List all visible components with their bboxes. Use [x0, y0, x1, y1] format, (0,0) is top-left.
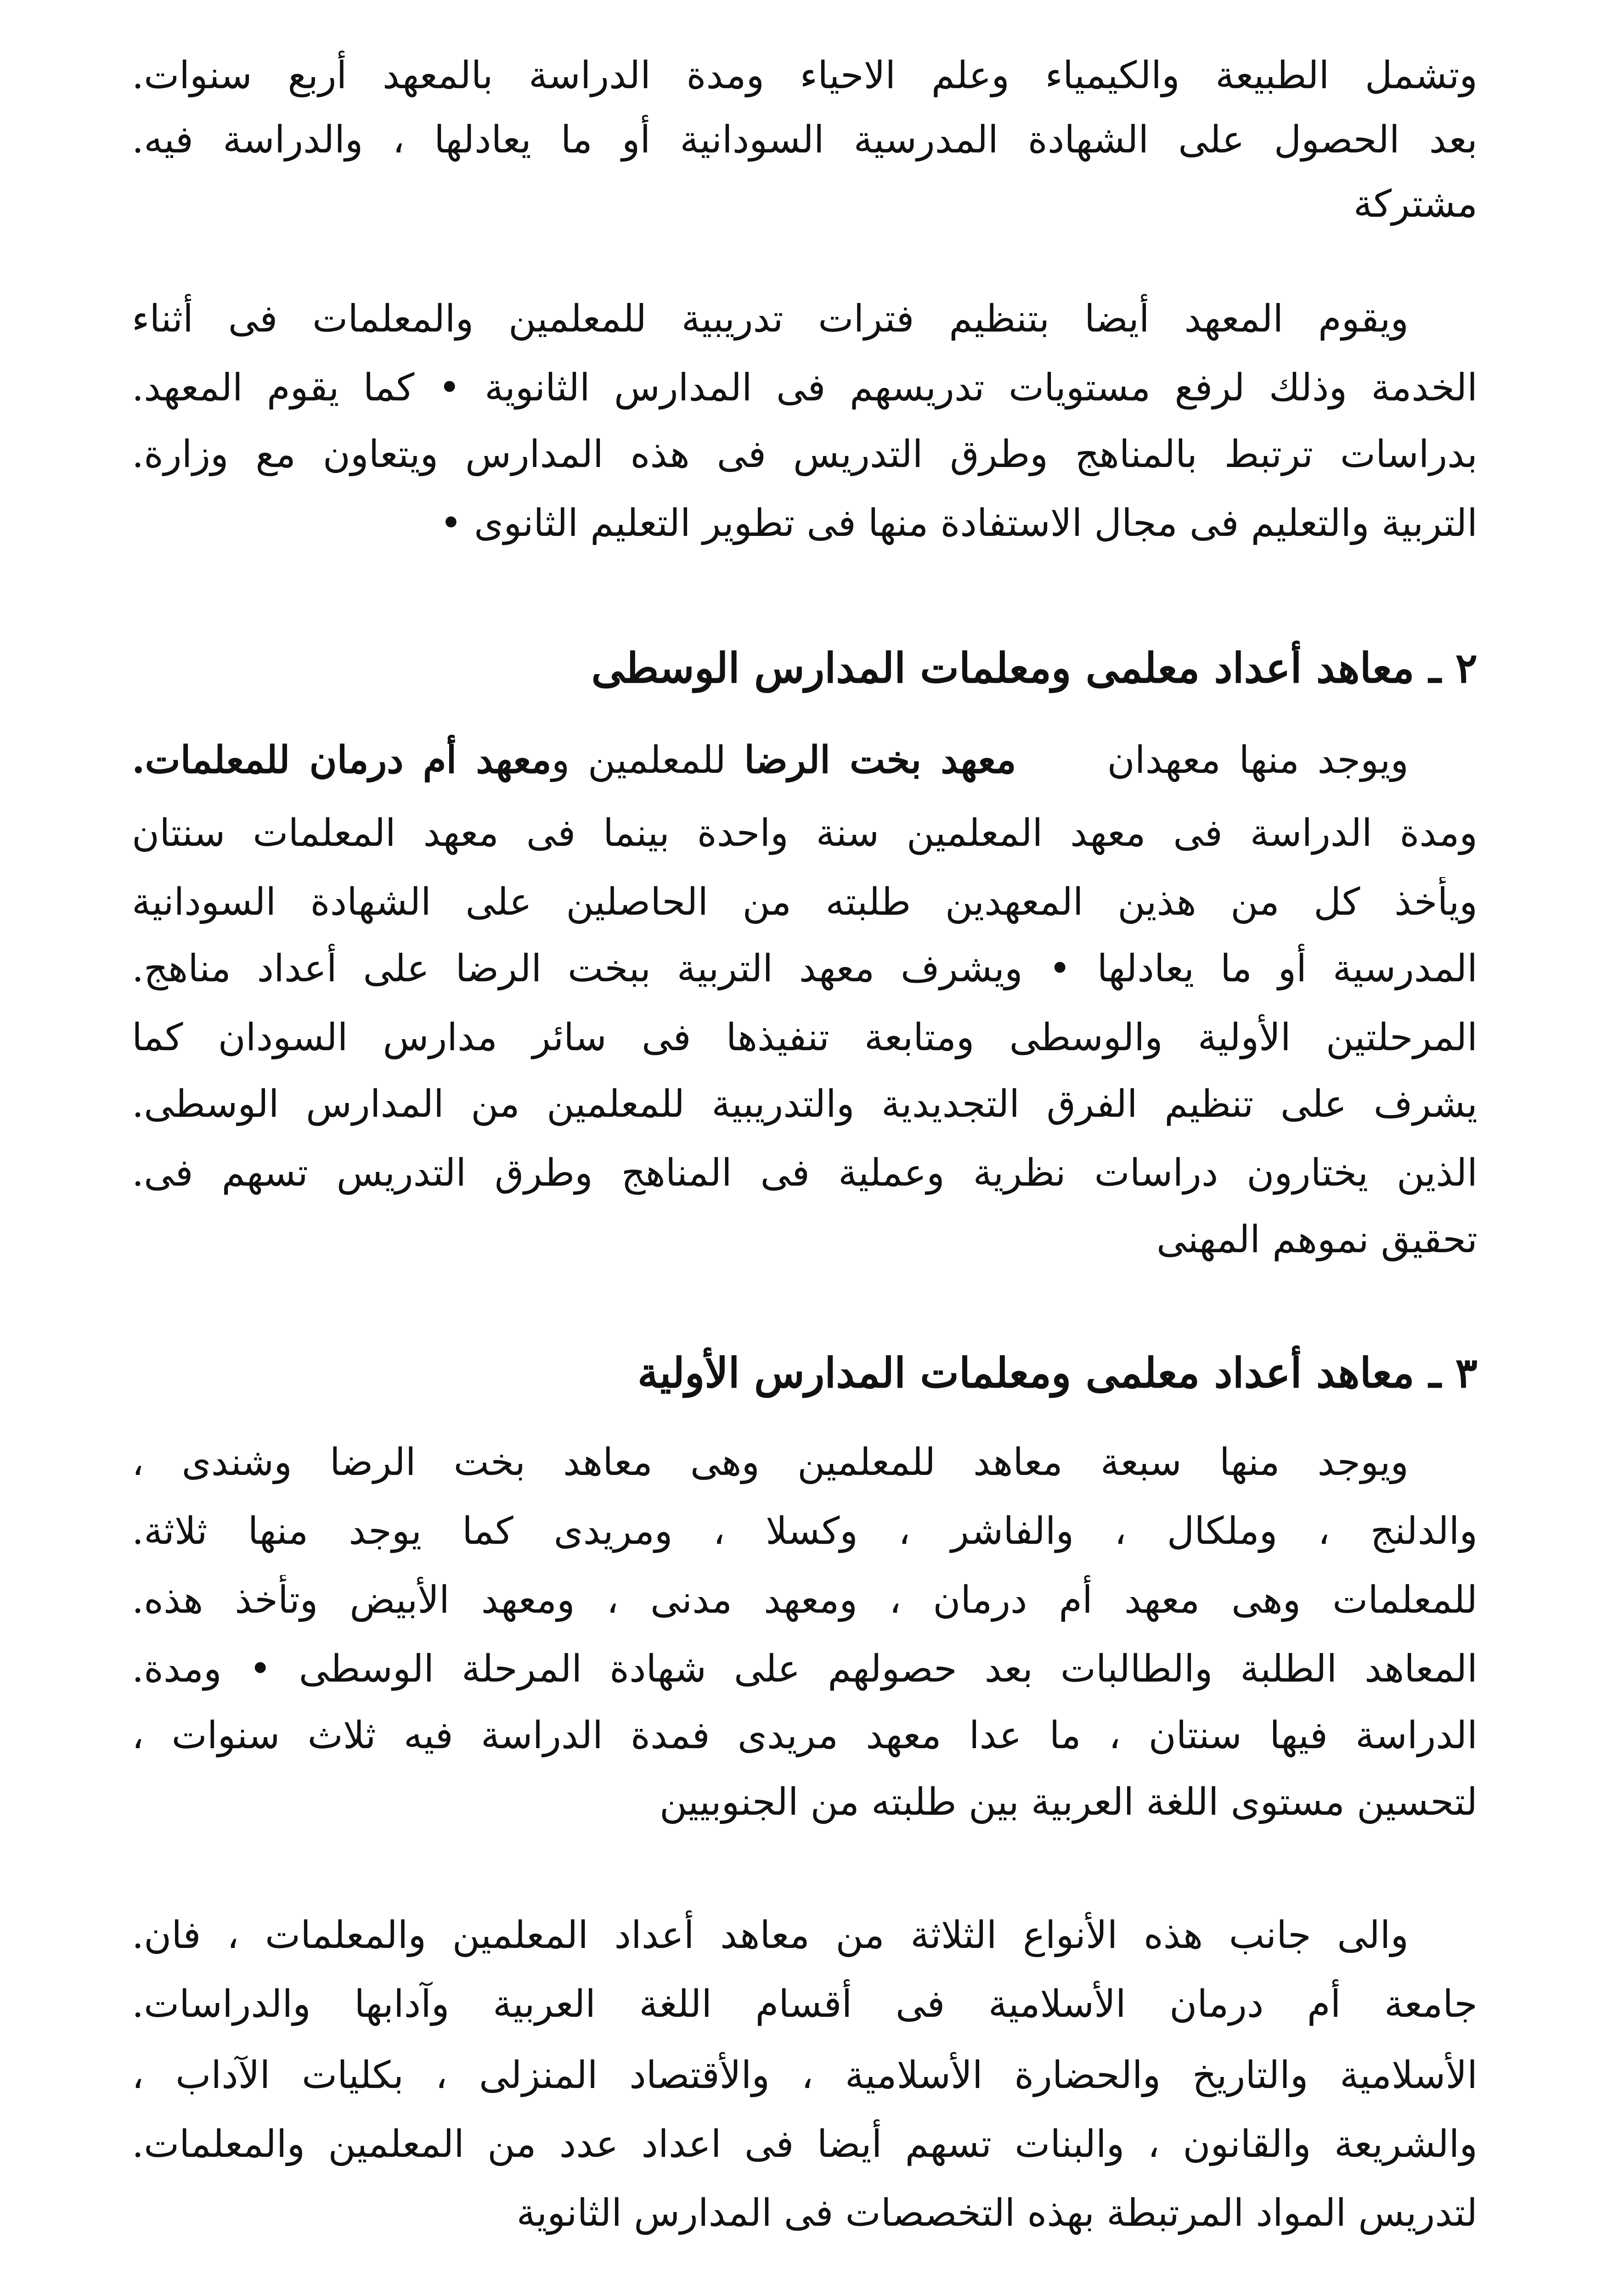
- paragraph-line: ويوجد منها سبعة معاهد للمعلمين وهى معاهد بخت الرضا وشندى ،: [132, 1441, 1409, 1484]
- paragraph-line: وتشمل الطبيعة والكيمياء وعلم الاحياء ومدة الدراسة بالمعهد أربع سنوات.: [132, 54, 1478, 97]
- paragraph-line: لتدريس المواد المرتبطة بهذه التخصصات فى المدارس الثانوية: [516, 2191, 1478, 2235]
- paragraph-line: بدراسات ترتبط بالمناهج وطرق التدريس فى هذه المدارس ويتعاون مع وزارة.: [132, 433, 1478, 476]
- paragraph-line: لتحسين مستوى اللغة العربية بين طلبته من الجنوبيين: [659, 1780, 1478, 1824]
- paragraph-line: الذين يختارون دراسات نظرية وعملية فى المناهج وطرق التدريس تسهم فى.: [132, 1151, 1478, 1195]
- paragraph-line: يشرف على تنظيم الفرق التجديدية والتدريبية للمعلمين من المدارس الوسطى.: [132, 1082, 1478, 1126]
- paragraph-line: ويقوم المعهد أيضا بتنظيم فترات تدريبية للمعلمين والمعلمات فى أثناء: [132, 297, 1409, 341]
- text-segment: ويوجد منها معهدان: [1107, 738, 1409, 782]
- section-heading: ٣ ـ معاهد أعداد معلمى ومعلمات المدارس الأولية: [637, 1349, 1478, 1397]
- paragraph-line: تحقيق نموهم المهنى: [1156, 1218, 1478, 1261]
- paragraph-line: ويأخذ كل من هذين المعهدين طلبته من الحاصلين على الشهادة السودانية: [132, 880, 1478, 924]
- paragraph-line: بعد الحصول على الشهادة المدرسية السودانية أو ما يعادلها ، والدراسة فيه.: [132, 118, 1478, 162]
- paragraph-line: والى جانب هذه الأنواع الثلاثة من معاهد أعداد المعلمين والمعلمات ، فان.: [132, 1913, 1409, 1957]
- paragraph-line: مشتركة: [1353, 182, 1478, 226]
- paragraph-line: التربية والتعليم فى مجال الاستفادة منها فى تطوير التعليم الثانوى •: [440, 501, 1478, 545]
- institute-name: معهد أم درمان للمعلمات.: [132, 738, 552, 782]
- paragraph-line: الخدمة وذلك لرفع مستويات تدريسهم فى المدارس الثانوية • كما يقوم المعهد.: [132, 366, 1478, 410]
- paragraph-line: جامعة أم درمان الأسلامية فى أقسام اللغة العربية وآدابها والدراسات.: [132, 1982, 1478, 2026]
- paragraph-line: للمعلمات وهى معهد أم درمان ، ومعهد مدنى ، ومعهد الأبيض وتأخذ هذه.: [132, 1578, 1478, 1622]
- paragraph-line: [132, 735, 1478, 786]
- paragraph-line: المعاهد الطلبة والطالبات بعد حصولهم على شهادة المرحلة الوسطى • ومدة.: [132, 1647, 1478, 1691]
- paragraph-line: الدراسة فيها سنتان ، ما عدا معهد مريدى فمدة الدراسة فيه ثلاث سنوات ،: [132, 1714, 1478, 1757]
- paragraph-line: والدلنج ، وملكال ، والفاشر ، وكسلا ، ومريدى كما يوجد منها ثلاثة.: [132, 1509, 1478, 1553]
- spacer: [1034, 738, 1089, 782]
- section-heading: ٢ ـ معاهد أعداد معلمى ومعلمات المدارس الوسطى: [591, 644, 1478, 692]
- paragraph-line: المدرسية أو ما يعادلها • ويشرف معهد التربية ببخت الرضا على أعداد مناهج.: [132, 947, 1478, 990]
- paragraph-line: ومدة الدراسة فى معهد المعلمين سنة واحدة بينما فى معهد المعلمات سنتان: [132, 811, 1478, 855]
- paragraph-line: الأسلامية والتاريخ والحضارة الأسلامية ، والأقتصاد المنزلى ، بكليات الآداب ،: [132, 2054, 1478, 2097]
- paragraph-line: المرحلتين الأولية والوسطى ومتابعة تنفيذها فى سائر مدارس السودان كما: [132, 1016, 1478, 1059]
- institute-name: معهد بخت الرضا: [744, 738, 1016, 782]
- paragraph-line: والشريعة والقانون ، والبنات تسهم أيضا فى اعداد عدد من المعلمين والمعلمات.: [132, 2122, 1478, 2166]
- text-segment: للمعلمين و: [551, 738, 726, 782]
